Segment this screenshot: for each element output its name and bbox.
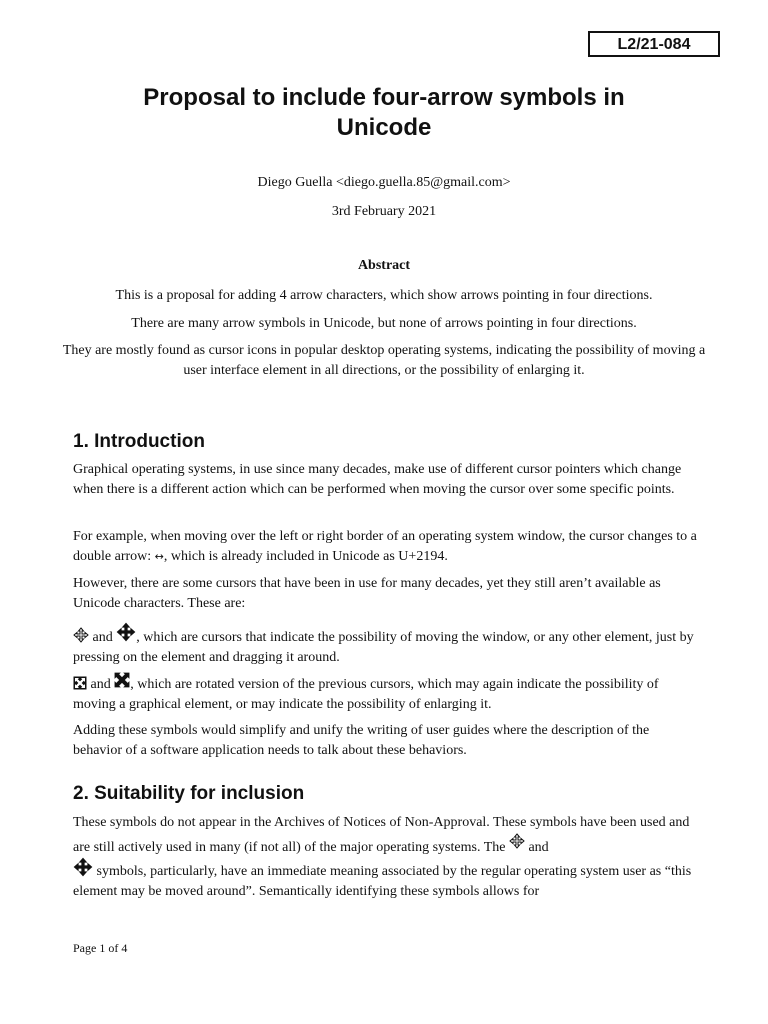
section-heading-introduction: 1. Introduction [73,431,205,452]
text-run: For example, when moving over the left or right border of an operating system window, the cursor changes to a double arrow: [73,529,697,564]
double-arrow-icon: ↔ [154,549,164,563]
text-run: , which is already included in Unicode as U+2194. [163,548,448,564]
suitability-paragraph-1 [73,813,698,901]
intro-paragraph-6: Adding these symbols would simplify and unify the writing of user guides where the description of the behavior of a software application needs to talk about these behaviors. [73,723,650,758]
abstract-paragraph-3: They are mostly found as cursor icons in popular desktop operating systems, indicating the possibility of moving a user interface element in all directions, or the possibility of enlarging it. [62,343,706,378]
section-heading-suitability: 2. Suitability for inclusion [73,783,305,804]
diagonal-four-arrow-outline-icon [73,676,87,690]
diagonal-four-arrow-filled-icon [114,672,130,688]
text-run: and [524,839,549,855]
intro-paragraph-5 [73,672,698,714]
author-line: Diego Guella <diego.guella.85@gmail.com> [257,175,511,190]
date-line: 3rd February 2021 [331,204,437,219]
text-run: These symbols do not appear in the Archives of Notices of Non-Approval. These symbols have been used and are still actively used in many (if not all) of the major operating systems. The [73,815,690,855]
abstract-paragraph-1: This is a proposal for adding 4 arrow characters, which show arrows pointing in four directions. [115,288,653,303]
four-arrow-outline-icon [73,627,89,643]
intro-paragraph-2 [73,527,698,566]
page-footer: Page 1 of 4 [73,941,128,955]
text-run: , which are cursors that indicate the possibility of moving the window, or any other element, just by pressing on the element and dragging it around. [73,630,694,665]
four-arrow-filled-icon [116,622,136,642]
page-title: Proposal to include four-arrow symbols in Unicode [143,84,625,141]
text-run: symbols, particularly, have an immediate meaning associated by the regular operating system user as “this element may be moved around”. Semantically identifying these symbols allows for [73,864,692,899]
four-arrow-outline-icon [509,833,525,849]
four-arrow-filled-icon [73,857,93,877]
abstract-heading: Abstract [357,258,411,273]
text-run: and [89,630,117,645]
text-run: , which are rotated version of the previous cursors, which may again indicate the possibility of moving a graphical element, or may indicate the possibility of enlarging it. [73,677,659,712]
text-run: and [87,677,115,692]
abstract-paragraph-2: There are many arrow symbols in Unicode, but none of arrows pointing in four directions. [131,316,637,331]
intro-paragraph-4 [73,622,698,667]
document-number: L2/21-084 [588,31,720,57]
intro-paragraph-1: Graphical operating systems, in use since many decades, make use of different cursor pointers which change when there is a different action which can be performed when moving the cursor over some specific points. [73,462,682,497]
intro-paragraph-3: However, there are some cursors that have been in use for many decades, yet they still aren’t available as Unicode characters. These are: [73,576,661,611]
